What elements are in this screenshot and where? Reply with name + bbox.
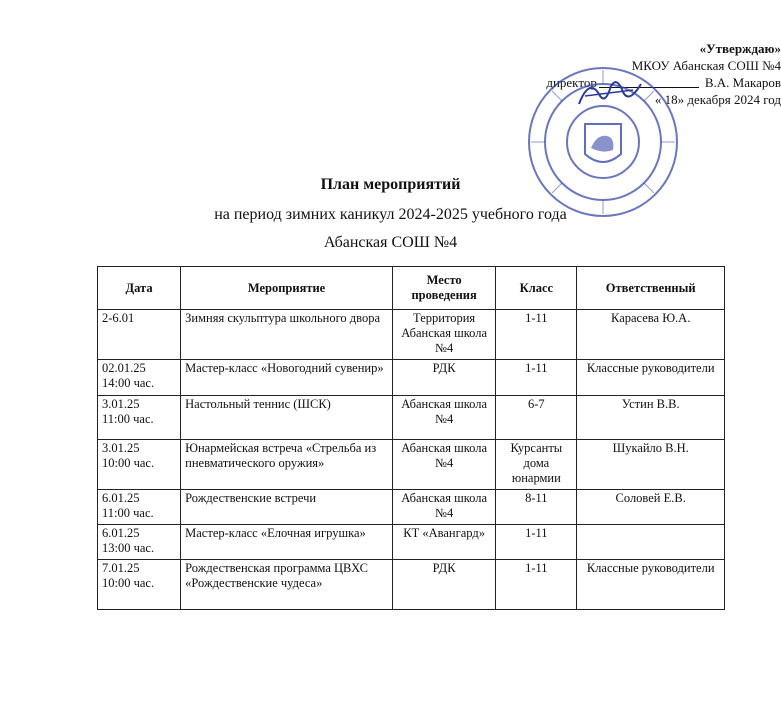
cell-responsible: Шукайло В.Н. (577, 440, 725, 490)
cell-place: Абанская школа №4 (392, 396, 495, 440)
approval-date: « 18» декабря 2024 год (654, 92, 781, 107)
cell-place: Территория Абанская школа №4 (392, 310, 495, 360)
cell-place: РДК (392, 560, 495, 610)
cell-class: 1-11 (496, 360, 577, 396)
signature-icon (575, 74, 645, 114)
cell-place: РДК (392, 360, 495, 396)
cell-class: 1-11 (496, 560, 577, 610)
cell-class: 1-11 (496, 310, 577, 360)
cell-responsible: Устин В.В. (577, 396, 725, 440)
cell-event: Рождественская программа ЦВХС «Рождественские чудеса» (181, 560, 393, 610)
cell-date: 3.01.25 11:00 час. (98, 396, 181, 440)
approval-title: «Утверждаю» (699, 41, 781, 56)
cell-class: Курсанты дома юнармии (496, 440, 577, 490)
cell-event: Рождественские встречи (181, 490, 393, 525)
table-row (98, 560, 725, 610)
cell-event: Зимняя скульптура школьного двора (181, 310, 393, 360)
approval-position: директор (546, 75, 597, 90)
page-subtitle: на период зимних каникул 2024-2025 учебного года (214, 206, 567, 223)
cell-place: Абанская школа №4 (392, 490, 495, 525)
cell-place: Абанская школа №4 (392, 440, 495, 490)
cell-date: 02.01.25 14:00 час. (98, 360, 181, 396)
cell-date: 6.01.25 11:00 час. (98, 490, 181, 525)
table-header-row (98, 267, 725, 310)
cell-event: Юнармейская встреча «Стрельба из пневматического оружия» (181, 440, 393, 490)
approval-director: В.А. Макаров (704, 75, 781, 90)
cell-class: 8-11 (496, 490, 577, 525)
cell-date: 3.01.25 10:00 час. (98, 440, 181, 490)
table-row (98, 440, 725, 490)
col-date: Дата (98, 267, 181, 310)
cell-date: 2-6.01 (98, 310, 181, 360)
cell-responsible: Классные руководители (577, 560, 725, 610)
col-responsible: Ответственный (577, 267, 725, 310)
table-row (98, 360, 725, 396)
table-row (98, 396, 725, 440)
table-row (98, 525, 725, 560)
cell-responsible: Соловей Е.В. (577, 490, 725, 525)
cell-event: Мастер-класс «Новогодний сувенир» (181, 360, 393, 396)
col-event: Мероприятие (181, 267, 393, 310)
cell-event: Мастер-класс «Елочная игрушка» (181, 525, 393, 560)
cell-class: 6-7 (496, 396, 577, 440)
cell-responsible (577, 525, 725, 560)
col-place: Место проведения (392, 267, 495, 310)
events-table (97, 266, 725, 610)
cell-class: 1-11 (496, 525, 577, 560)
school-name: Абанская СОШ №4 (323, 234, 458, 251)
table-row (98, 310, 725, 360)
cell-place: КТ «Авангард» (392, 525, 495, 560)
cell-responsible: Классные руководители (577, 360, 725, 396)
cell-date: 7.01.25 10:00 час. (98, 560, 181, 610)
cell-date: 6.01.25 13:00 час. (98, 525, 181, 560)
page-title: План мероприятий (320, 176, 461, 193)
cell-responsible: Карасева Ю.А. (577, 310, 725, 360)
col-class: Класс (496, 267, 577, 310)
approval-school: МКОУ Абанская СОШ №4 (631, 58, 781, 73)
cell-event: Настольный теннис (ШСК) (181, 396, 393, 440)
table-row (98, 490, 725, 525)
